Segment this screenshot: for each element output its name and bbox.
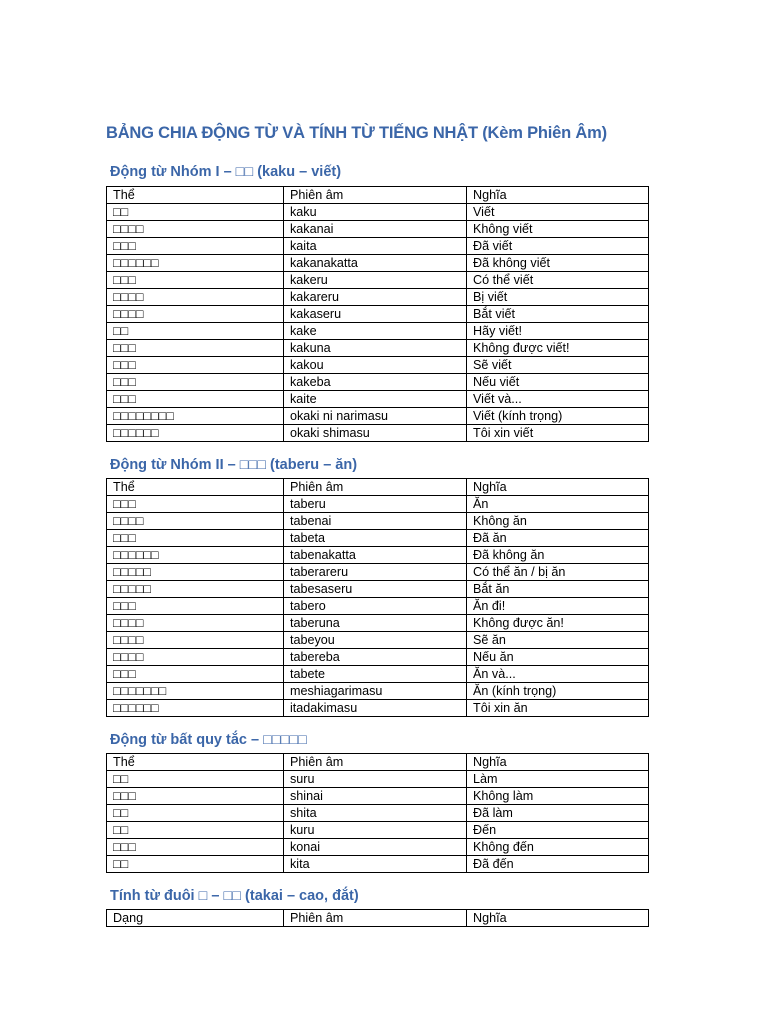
table-row [107,581,649,598]
cell-meaning: Ăn [467,496,649,513]
header-meaning: Nghĩa [467,754,649,771]
cell-meaning: Không được ăn! [467,615,649,632]
cell-meaning: Bị viết [467,289,649,306]
table-row [107,391,649,408]
header-transcription: Phiên âm [284,754,467,771]
header-form: Thể [107,754,284,771]
cell-transcription: tabeta [284,530,467,547]
cell-transcription: kita [284,856,467,873]
cell-transcription: okaki shimasu [284,425,467,442]
table-row [107,496,649,513]
cell-form: □□□ [107,374,284,391]
cell-transcription: okaki ni narimasu [284,408,467,425]
table-header-row [107,479,649,496]
table-row [107,632,649,649]
table-group-2 [106,478,649,717]
cell-form: □□□□ [107,649,284,666]
cell-transcription: kaite [284,391,467,408]
cell-transcription: kakanakatta [284,255,467,272]
cell-transcription: kake [284,323,467,340]
cell-meaning: Có thể ăn / bị ăn [467,564,649,581]
cell-meaning: Làm [467,771,649,788]
table-group-1 [106,186,649,442]
table-row [107,771,649,788]
cell-transcription: tabenai [284,513,467,530]
cell-meaning: Đã không viết [467,255,649,272]
cell-form: □□□□ [107,306,284,323]
cell-form: □□□□ [107,513,284,530]
cell-transcription: tabesaseru [284,581,467,598]
header-transcription: Phiên âm [284,479,467,496]
table-row [107,289,649,306]
cell-meaning: Tôi xin viết [467,425,649,442]
section-heading-group-1: Động từ Nhóm I – □□ (kaku – viết) [110,164,342,180]
table-row [107,856,649,873]
cell-transcription: kaku [284,204,467,221]
cell-form: □□ [107,805,284,822]
table-row [107,666,649,683]
header-meaning: Nghĩa [467,187,649,204]
cell-transcription: shinai [284,788,467,805]
cell-meaning: Hãy viết! [467,323,649,340]
cell-form: □□ [107,771,284,788]
table-row [107,700,649,717]
cell-form: □□□□□□□ [107,683,284,700]
cell-form: □□□□□□ [107,425,284,442]
cell-transcription: kakeba [284,374,467,391]
cell-transcription: meshiagarimasu [284,683,467,700]
header-meaning: Nghĩa [467,910,649,927]
table-header-row [107,187,649,204]
table-row [107,822,649,839]
header-transcription: Phiên âm [284,187,467,204]
cell-transcription: tabenakatta [284,547,467,564]
cell-transcription: kaita [284,238,467,255]
table-irregular [106,753,649,873]
table-row [107,306,649,323]
table-row [107,598,649,615]
cell-meaning: Đến [467,822,649,839]
table-row [107,323,649,340]
cell-form: □□□□□ [107,581,284,598]
header-form: Dạng [107,910,284,927]
cell-meaning: Không được viết! [467,340,649,357]
cell-form: □□□□□□□□ [107,408,284,425]
table-row [107,805,649,822]
cell-meaning: Không viết [467,221,649,238]
table-row [107,272,649,289]
cell-form: □□□ [107,788,284,805]
cell-form: □□□ [107,340,284,357]
cell-transcription: shita [284,805,467,822]
cell-transcription: konai [284,839,467,856]
table-row [107,238,649,255]
header-meaning: Nghĩa [467,479,649,496]
cell-form: □□□□ [107,632,284,649]
cell-meaning: Sẽ ăn [467,632,649,649]
document-title: BẢNG CHIA ĐỘNG TỪ VÀ TÍNH TỪ TIẾNG NHẬT (Kèm Phiên Âm) [106,124,607,142]
table-row [107,374,649,391]
table-header-row [107,754,649,771]
cell-meaning: Viết và... [467,391,649,408]
cell-form: □□□□□□ [107,255,284,272]
table-row [107,425,649,442]
cell-meaning: Bắt ăn [467,581,649,598]
cell-form: □□□ [107,391,284,408]
cell-transcription: tabete [284,666,467,683]
table-row [107,547,649,564]
cell-form: □□□□ [107,615,284,632]
cell-meaning: Không làm [467,788,649,805]
cell-meaning: Có thể viết [467,272,649,289]
cell-form: □□□□ [107,289,284,306]
cell-form: □□□ [107,238,284,255]
cell-meaning: Không đến [467,839,649,856]
cell-transcription: tabero [284,598,467,615]
cell-form: □□□ [107,839,284,856]
cell-transcription: kakuna [284,340,467,357]
cell-form: □□ [107,323,284,340]
cell-meaning: Nếu viết [467,374,649,391]
section-heading-group-2: Động từ Nhóm II – □□□ (taberu – ăn) [110,457,358,473]
section-heading-i-adjective: Tính từ đuôi □ – □□ (takai – cao, đắt) [110,888,359,904]
cell-meaning: Viết (kính trọng) [467,408,649,425]
cell-form: □□□ [107,272,284,289]
cell-meaning: Đã đến [467,856,649,873]
table-row [107,204,649,221]
cell-transcription: taberareru [284,564,467,581]
cell-form: □□□□ [107,221,284,238]
cell-meaning: Đã ăn [467,530,649,547]
cell-transcription: suru [284,771,467,788]
cell-form: □□□ [107,496,284,513]
table-row [107,340,649,357]
cell-transcription: tabeyou [284,632,467,649]
cell-meaning: Sẽ viết [467,357,649,374]
cell-transcription: tabereba [284,649,467,666]
cell-form: □□□□□□ [107,547,284,564]
cell-transcription: itadakimasu [284,700,467,717]
cell-meaning: Nếu ăn [467,649,649,666]
table-row [107,357,649,374]
table-row [107,649,649,666]
cell-meaning: Viết [467,204,649,221]
table-row [107,683,649,700]
table-row [107,513,649,530]
table-row [107,255,649,272]
header-transcription: Phiên âm [284,910,467,927]
table-i-adjective [106,909,649,927]
header-form: Thể [107,187,284,204]
cell-meaning: Ăn (kính trọng) [467,683,649,700]
cell-meaning: Bắt viết [467,306,649,323]
cell-form: □□□□□□ [107,700,284,717]
cell-meaning: Tôi xin ăn [467,700,649,717]
cell-meaning: Đã viết [467,238,649,255]
cell-transcription: kuru [284,822,467,839]
cell-transcription: kakou [284,357,467,374]
cell-form: □□□ [107,357,284,374]
cell-transcription: kakeru [284,272,467,289]
table-row [107,788,649,805]
table-row [107,221,649,238]
table-row [107,530,649,547]
table-row [107,615,649,632]
cell-meaning: Không ăn [467,513,649,530]
table-header-row [107,910,649,927]
cell-transcription: taberu [284,496,467,513]
section-heading-irregular: Động từ bất quy tắc – □□□□□ [110,732,307,748]
cell-form: □□□ [107,530,284,547]
header-form: Thể [107,479,284,496]
cell-meaning: Đã không ăn [467,547,649,564]
cell-form: □□□ [107,666,284,683]
cell-transcription: kakareru [284,289,467,306]
cell-meaning: Đã làm [467,805,649,822]
cell-form: □□ [107,856,284,873]
cell-transcription: kakaseru [284,306,467,323]
cell-form: □□ [107,822,284,839]
cell-transcription: taberuna [284,615,467,632]
cell-form: □□ [107,204,284,221]
table-row [107,839,649,856]
cell-form: □□□□□ [107,564,284,581]
cell-transcription: kakanai [284,221,467,238]
cell-meaning: Ăn và... [467,666,649,683]
table-row [107,564,649,581]
cell-form: □□□ [107,598,284,615]
table-row [107,408,649,425]
cell-meaning: Ăn đi! [467,598,649,615]
